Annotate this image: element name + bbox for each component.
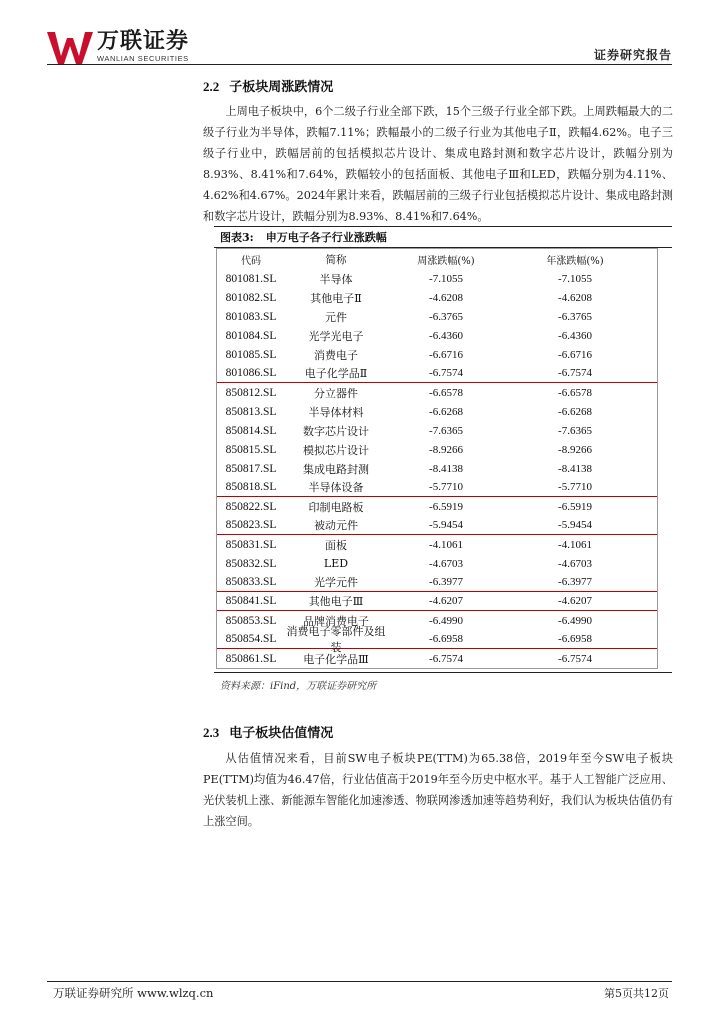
section-number: 2.3 — [203, 725, 220, 740]
table-row — [217, 421, 657, 440]
cell-week-change: -4.1061 — [429, 538, 463, 551]
cell-year-change: -4.6207 — [558, 595, 592, 607]
cell-name: LED — [323, 557, 349, 570]
cell-name: 集成电路封测 — [303, 462, 369, 476]
cell-week-change: -6.3977 — [429, 576, 463, 588]
cell-year-change: -6.7574 — [558, 652, 592, 665]
footer-divider — [47, 981, 672, 982]
cell-code: 850853.SL — [225, 614, 277, 627]
cell-week-change: -8.9266 — [429, 443, 463, 456]
cell-year-change: -7.1055 — [558, 272, 592, 285]
page-number: 第5页共12页 — [604, 987, 669, 1000]
cell-code: 850812.SL — [225, 386, 277, 399]
table-caption — [214, 226, 672, 248]
cell-name: 面板 — [325, 538, 347, 552]
cell-year-change: -4.6703 — [558, 557, 592, 570]
cell-week-change: -6.4990 — [429, 614, 463, 627]
cell-code: 850815.SL — [225, 443, 277, 456]
cell-name: 模拟芯片设计 — [303, 443, 369, 457]
cell-week-change: -6.6578 — [429, 386, 463, 399]
section-number: 2.2 — [203, 79, 220, 94]
cell-code: 850813.SL — [225, 405, 277, 418]
cell-code: 801086.SL — [225, 367, 277, 379]
cell-name: 品牌消费电子 — [303, 614, 369, 628]
section-title: 子板块周涨跌情况 — [229, 80, 334, 95]
table-row — [217, 554, 657, 573]
col-header-week: 周涨跌幅(%) — [417, 255, 475, 267]
table-header-row — [217, 249, 657, 269]
table-row — [217, 611, 657, 630]
cell-week-change: -6.6716 — [429, 348, 463, 361]
cell-code: 850822.SL — [225, 500, 277, 513]
cell-code: 801082.SL — [225, 291, 277, 304]
cell-name: 数字芯片设计 — [303, 424, 369, 438]
table-row — [217, 649, 657, 668]
cell-name: 光学元件 — [314, 576, 358, 589]
col-header-name: 简称 — [325, 253, 347, 266]
cell-week-change: -7.6365 — [429, 424, 463, 437]
table-row — [217, 326, 657, 345]
cell-name: 电子化学品Ⅱ — [304, 367, 368, 380]
cell-week-change: -5.7710 — [429, 481, 463, 493]
cell-year-change: -6.6716 — [558, 348, 592, 361]
cell-week-change: -4.6208 — [429, 291, 463, 304]
cell-code: 801083.SL — [225, 310, 277, 323]
cell-name: 印制电路板 — [308, 500, 364, 514]
table-row — [217, 383, 657, 402]
cell-week-change: -4.6703 — [429, 557, 463, 570]
cell-week-change: -6.6268 — [429, 405, 463, 418]
cell-year-change: -6.4990 — [558, 614, 592, 627]
cell-week-change: -7.1055 — [429, 272, 463, 285]
cell-name: 半导体 — [319, 272, 353, 286]
table-row — [217, 625, 657, 654]
cell-name: 被动元件 — [314, 519, 358, 532]
cell-week-change: -6.7574 — [429, 367, 463, 379]
table-row — [217, 516, 657, 535]
cell-year-change: -7.6365 — [558, 424, 592, 437]
cell-code: 850841.SL — [225, 595, 277, 607]
cell-name: 其他电子Ⅱ — [310, 291, 362, 305]
cell-year-change: -4.6208 — [558, 291, 592, 304]
cell-name: 元件 — [325, 310, 347, 324]
cell-week-change: -6.5919 — [429, 500, 463, 513]
cell-year-change: -5.9454 — [558, 519, 592, 531]
cell-name: 分立器件 — [314, 386, 358, 400]
section-title: 电子板块估值情况 — [229, 726, 334, 741]
table-source: 资料来源：iFind，万联证券研究所 — [214, 672, 672, 692]
cell-code: 850818.SL — [225, 481, 277, 493]
cell-year-change: -6.7574 — [558, 367, 592, 379]
cell-week-change: -6.6958 — [429, 633, 463, 645]
table-row — [217, 478, 657, 497]
table-rows — [217, 269, 657, 668]
wanlian-logo-icon — [47, 30, 93, 64]
cell-code: 801085.SL — [225, 348, 277, 361]
col-header-code: 代码 — [241, 255, 261, 267]
cell-name: 半导体材料 — [308, 405, 364, 419]
cell-code: 850832.SL — [225, 557, 277, 570]
report-type-label: 证券研究报告 — [593, 48, 672, 62]
section-heading-2-3 — [203, 722, 333, 741]
table-row — [217, 307, 657, 326]
cell-year-change: -6.6958 — [558, 633, 592, 645]
cell-code: 850823.SL — [225, 519, 277, 531]
cell-year-change: -6.4360 — [558, 329, 592, 342]
cell-year-change: -6.6268 — [558, 405, 592, 418]
col-header-year: 年涨跌幅(%) — [546, 255, 604, 267]
footer-source: 万联证券研究所 www.wlzq.cn — [53, 986, 214, 1000]
section-2-2-paragraph: 上周电子板块中，6个二级子行业全部下跌，15个三级子行业全部下跌。上周跌幅最大的二级子行业为半导体，跌幅7.11%；跌幅最小的二级子行业为其他电子Ⅱ，跌幅4.62%。电子三级子行业中，跌幅居前的包括模拟芯片设计、集成电路封测和数字芯片设计，跌幅分别为8.93%、8.41%和7.64%，跌幅较小的包括面板、其他电子Ⅲ和LED，跌幅分别为4.11%、4.62%和4.67%。2024年累计来看，跌幅居前的三级子行业包括模拟芯片设计、集成电路封测和数字芯片设计，跌幅分别为8.93%、8.41%和7.64%。 — [203, 105, 673, 223]
table-row — [217, 288, 657, 307]
cell-year-change: -8.9266 — [558, 443, 592, 456]
table-body — [216, 248, 658, 669]
table-row — [217, 364, 657, 383]
cell-year-change: -6.3977 — [558, 576, 592, 588]
table-row — [217, 573, 657, 592]
section-heading-2-2 — [203, 76, 333, 95]
cell-code: 850854.SL — [225, 633, 277, 645]
cell-name: 半导体设备 — [308, 481, 364, 494]
table-row — [217, 459, 657, 478]
table-row — [217, 269, 657, 288]
cell-code: 850833.SL — [225, 576, 277, 588]
cell-name: 电子化学品Ⅲ — [303, 652, 369, 666]
cell-year-change: -6.3765 — [558, 310, 592, 323]
cell-code: 850814.SL — [225, 424, 277, 437]
cell-code: 801084.SL — [225, 329, 277, 342]
cell-week-change: -6.3765 — [429, 310, 463, 323]
table-row — [217, 592, 657, 611]
cell-name: 光学光电子 — [308, 329, 364, 343]
cell-name: 消费电子零部件及组装 — [286, 625, 386, 654]
cell-week-change: -6.4360 — [429, 329, 463, 342]
table-row — [217, 440, 657, 459]
header-divider — [47, 64, 672, 65]
table-row — [217, 497, 657, 516]
cell-code: 801081.SL — [225, 272, 277, 285]
sector-change-table — [214, 226, 672, 692]
cell-year-change: -4.1061 — [558, 538, 592, 551]
cell-year-change: -8.4138 — [558, 462, 592, 475]
cell-year-change: -6.5919 — [558, 500, 592, 513]
section-2-3-paragraph: 从估值情况来看，目前SW电子板块PE(TTM)为65.38倍，2019年至今SW电子板块PE(TTM)均值为46.47倍，行业估值高于2019年至今历史中枢水平。基于人工智能广泛应用、光伏装机上涨、新能源车智能化加速渗透、物联网渗透加速等趋势利好，我们认为板块估值仍有上涨空间。 — [203, 752, 673, 828]
table-row — [217, 535, 657, 554]
table-caption-title: 申万电子各子行业涨跌幅 — [265, 231, 387, 244]
cell-code: 850831.SL — [225, 538, 277, 551]
cell-week-change: -8.4138 — [429, 462, 463, 475]
cell-week-change: -4.6207 — [429, 595, 463, 607]
cell-name: 其他电子Ⅲ — [308, 595, 364, 608]
cell-code: 850861.SL — [225, 652, 277, 665]
cell-week-change: -6.7574 — [429, 652, 463, 665]
cell-code: 850817.SL — [225, 462, 277, 475]
company-logo — [47, 30, 189, 64]
cell-year-change: -6.6578 — [558, 386, 592, 399]
table-row — [217, 402, 657, 421]
cell-week-change: -5.9454 — [429, 519, 463, 531]
logo-chinese-name: 万联证券 — [97, 29, 190, 54]
table-caption-label: 图表3: — [220, 231, 254, 244]
logo-english-name: WANLIAN SECURITIES — [97, 54, 189, 63]
cell-name: 消费电子 — [314, 348, 358, 362]
table-row — [217, 345, 657, 364]
cell-year-change: -5.7710 — [558, 481, 592, 493]
